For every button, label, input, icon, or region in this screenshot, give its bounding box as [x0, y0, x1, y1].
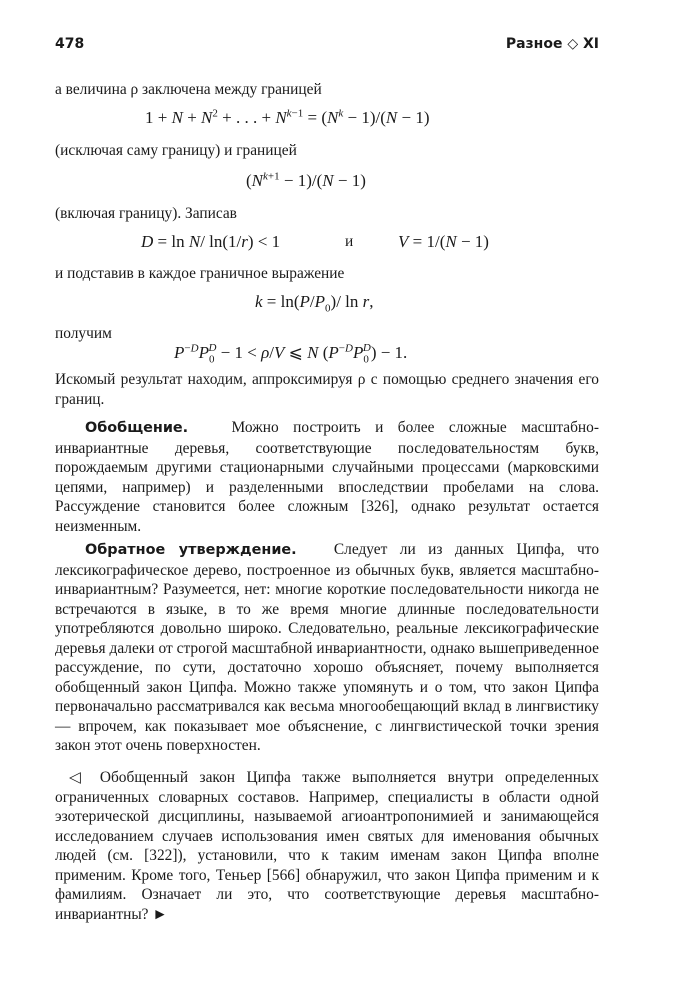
page-header [55, 36, 599, 56]
formula-v-definition: V = 1/(N − 1) [398, 232, 489, 251]
text-line-3: (включая границу). Записав [55, 205, 237, 222]
formula-sum: $1 + N + N^2$ + . . . + $N^{k-1} = (N^k - 1)/(N - 1)$ [145, 107, 430, 127]
converse-body: Следует ли из данных Ципфа, что лексикографическое дерево, построенное из обычных букв, является масштабно-инвариантным? Разумеется, нет: многие короткие последовательности никогда не встречаются в языке, в то же время многие длинные последовательности употребляются довольно широко. Следовательно, реальные лексикографические деревья далеки от строгой масштабной инвариантности, однако вышеприведенное рассуждение, по сути, достаточно хорошо объясняет, почему выполняется обобщенный закон Ципфа. Можно также упомянуть и о том, что закон Ципфа первоначально рассматривался как весьма многообещающий вклад в лингвистику — впрочем, как показывает мое объяснение, с лингвистической точки зрения закон этот очень поверхностен. [55, 541, 600, 754]
text-line-4: и подставив в каждое граничное выражение [55, 265, 345, 282]
text-line-1: а величина ρ заключена между границей [55, 81, 322, 98]
generalization-body: Можно построить и более сложные масштабно-инвариантные деревья, соответствующие последовательностям букв, порождаемым другими стационарными случайными процессами (марковскими цепями, например) и разделенными впоследствии пробелами на слова. Рассуждение становится более сложным [326], однако результат остается неизменным. [55, 419, 599, 535]
formula-inequality: $P^{-D}P_0^D - 1 < \rho/V$ ⩽ N $(P^{-D}P_0^D) - 1$. [174, 342, 408, 366]
formula-conjunction: и [345, 233, 354, 250]
remark-end-icon: ► [152, 905, 168, 923]
formula-d-definition: D = ln N/ ln(1/r) < 1 [141, 232, 281, 251]
generalization-heading: Обобщение. [85, 420, 189, 436]
converse-heading: Обратное утверждение. [85, 542, 297, 558]
paragraph-converse [55, 540, 599, 756]
section-title: Разное ◇ XI [505, 36, 599, 52]
text-line-5: получим [55, 325, 112, 342]
text-line-2: (исключая саму границу) и границей [55, 142, 297, 159]
text-paragraph-result: Искомый результат находим, аппроксимируя ρ с помощью среднего значения его границ. [55, 371, 599, 408]
formula-upper-bound: $(N^{k+1} - 1)/(N - 1)$ [246, 170, 366, 190]
remark-body: Обобщенный закон Ципфа также выполняется внутри определенных ограниченных словарных составов. Например, специалисты в области одной эзотерической дисциплины, называемой агиоантропонимией и занимающейся исследованием случаев использования имен святых для именования обычных людей (см. [322]), установили, что к таким именам закон Ципфа вполне применим. Кроме того, Теньер [566] обнаружил, что закон Ципфа применим и к фамилиям. Означает ли это, что соответствующие деревья масштабно-инвариантны? [55, 769, 599, 923]
page-number: 478 [55, 36, 85, 52]
paragraph-generalization [55, 418, 599, 536]
remark-start-icon: ◁ [69, 769, 89, 786]
formula-k-definition: $k = \ln(P/P_0)/$ ln r, [255, 292, 374, 315]
paragraph-remark [55, 768, 599, 924]
